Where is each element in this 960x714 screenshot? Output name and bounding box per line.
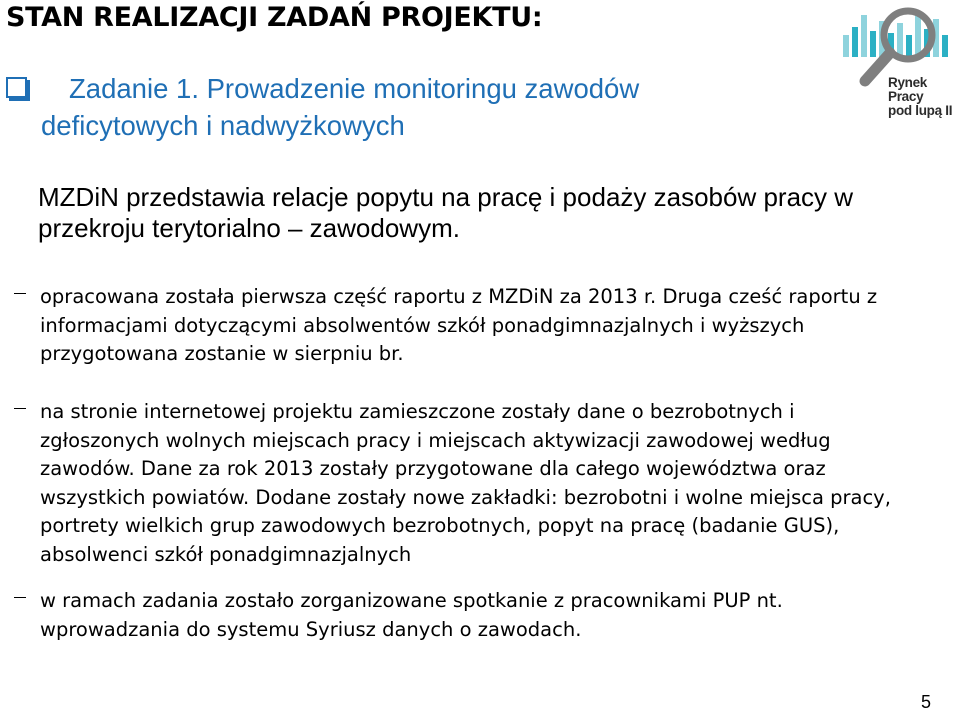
dash-bullet-icon [14,597,26,598]
logo-line2: pod lupą II [888,103,953,118]
dash-bullet-icon [14,293,26,294]
logo-line1: Rynek Pracy [888,75,928,104]
logo-text [888,76,960,118]
page-number: 5 [921,692,932,712]
task-heading-line1: Zadanie 1. Prowadzenie monitoringu zawodów [69,73,640,104]
checkbox-bullet-icon [6,77,27,98]
bullet-text: opracowana została pierwsza część raportu z MZDiN za 2013 r. Druga cześć raportu z informacjami dotyczącymi absolwentów szkół ponadgimnazjalnych i wyższych przygotowana zostanie w sierpniu br. [40,285,878,365]
task-heading-line2: deficytowych i nadwyżkowych [41,110,405,141]
slide-title: STAN REALIZACJI ZADAŃ PROJEKTU: [6,2,543,33]
bullet-text: na stronie internetowej projektu zamieszczone zostały dane o bezrobotnych i zgłoszonych wolnych miejscach pracy i miejscach aktywizacji zawodowej według zawodów. Dane za rok 2013 zostały przygotowane dla całego województwa oraz wszystkich powiatów. Dodane zostały nowe zakładki: bezrobotni i wolne miejsca pracy, portrety wielkich grup zawodowych bezrobotnych, popyt na pracę (badanie GUS), absolwenci szkół ponadgimnazjalnych [40,400,891,566]
bullet-text: w ramach zadania zostało zorganizowane spotkanie z pracownikami PUP nt. wprowadzania do systemu Syriusz danych o zawodach. [40,589,783,641]
dash-bullet-icon [14,408,26,409]
intro-paragraph: MZDiN przedstawia relacje popytu na pracę i podaży zasobów pracy w przekroju terytorialno – zawodowym. [38,182,854,243]
